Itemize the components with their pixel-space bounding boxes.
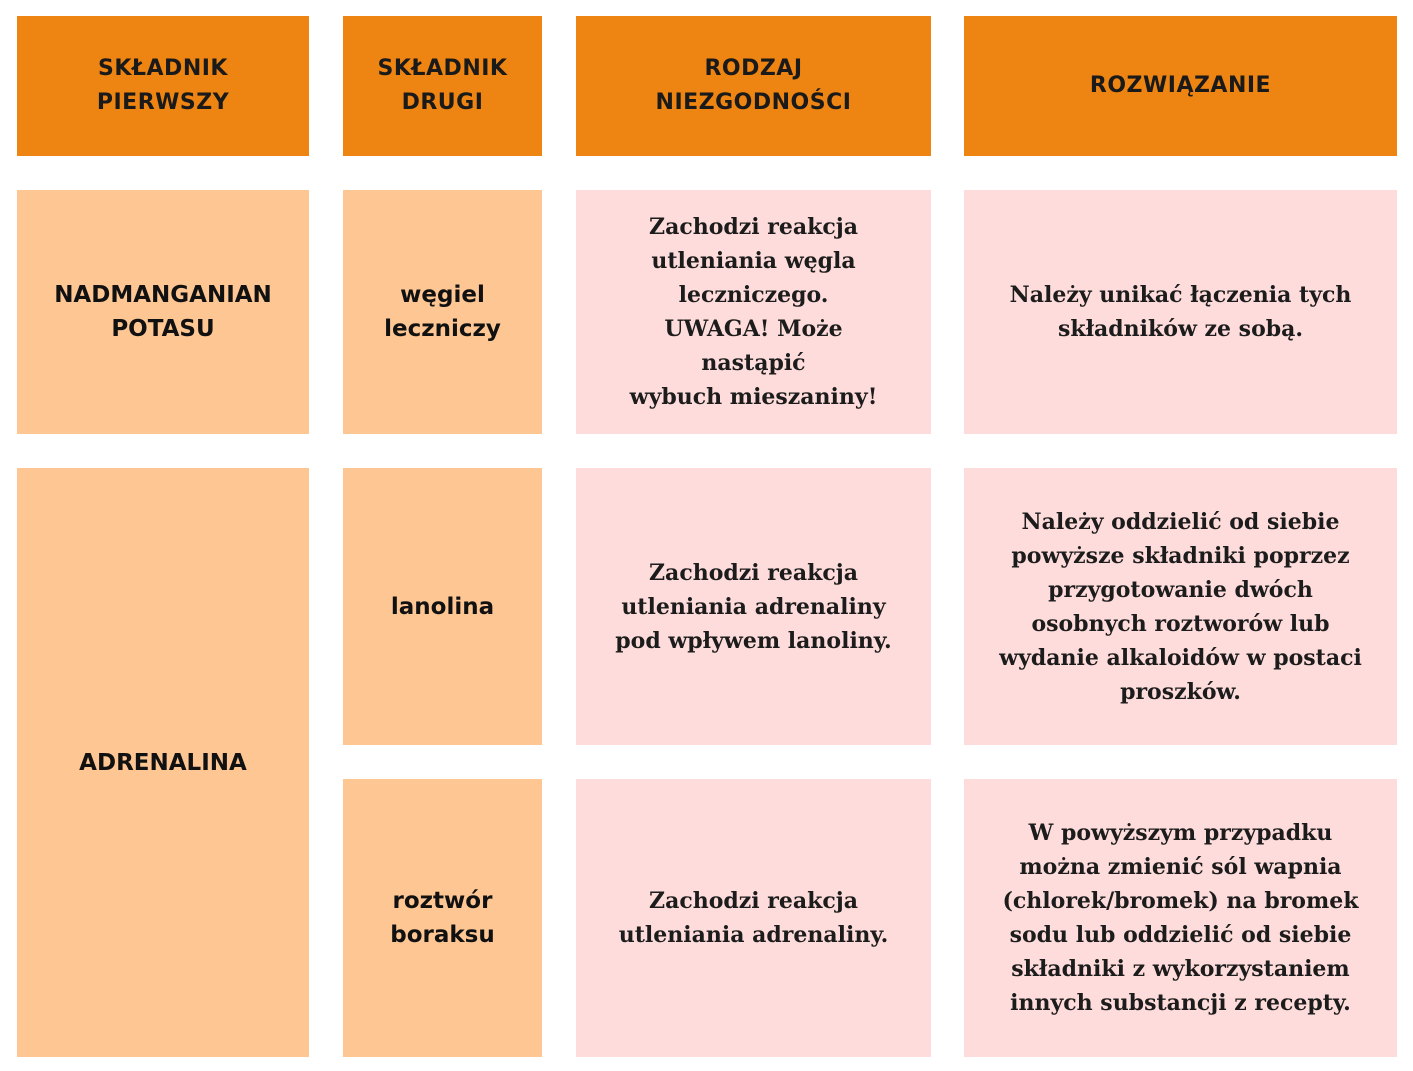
header-second-ingredient xyxy=(343,16,542,156)
row3-solution-text: W powyższym przypadku można zmienić sól wapnia (chlorek/bromek) na bromek sodu lub oddzielić od siebie składniki z wykorzystaniem innych substancji z recepty. xyxy=(1002,820,1359,1016)
row2-solution xyxy=(964,468,1397,745)
header-first-ingredient xyxy=(17,16,309,156)
row1-solution-text: Należy unikać łączenia tych składników ze sobą. xyxy=(1009,282,1352,342)
header-solution xyxy=(964,16,1397,156)
row2-incompatibility-type-text: Zachodzi reakcja utleniania adrenaliny pod wpływem lanoliny. xyxy=(615,559,892,654)
row1-incompatibility-type-text: Zachodzi reakcja utleniania węgla leczniczego. UWAGA! Może nastąpić wybuch mieszaniny! xyxy=(629,214,878,410)
row2-second-ingredient xyxy=(343,468,542,745)
row1-second-ingredient xyxy=(343,190,542,434)
row1-incompatibility-type xyxy=(576,190,931,434)
row3-solution xyxy=(964,779,1397,1057)
row1-second-ingredient-label: węgiel leczniczy xyxy=(384,282,501,342)
row1-first-ingredient-label: NADMANGANIAN POTASU xyxy=(54,282,272,342)
row1-solution xyxy=(964,190,1397,434)
row3-second-ingredient-label: roztwór boraksu xyxy=(390,888,495,948)
row2-first-ingredient-label: ADRENALINA xyxy=(79,749,247,776)
row1-first-ingredient xyxy=(17,190,309,434)
header-solution-label: ROZWIĄZANIE xyxy=(1089,73,1272,98)
header-first-ingredient-label: SKŁADNIK PIERWSZY xyxy=(96,56,230,115)
header-incompatibility-type xyxy=(576,16,931,156)
header-incompatibility-type-label: RODZAJ NIEZGODNOŚCI xyxy=(655,56,852,115)
row2-first-ingredient xyxy=(17,468,309,1057)
row3-second-ingredient xyxy=(343,779,542,1057)
row3-incompatibility-type xyxy=(576,779,931,1057)
row2-incompatibility-type xyxy=(576,468,931,745)
row3-incompatibility-type-text: Zachodzi reakcja utleniania adrenaliny. xyxy=(618,888,889,948)
row2-solution-text: Należy oddzielić od siebie powyższe składniki poprzez przygotowanie dwóch osobnych roztworów lub wydanie alkaloidów w postaci proszków. xyxy=(999,508,1362,705)
header-second-ingredient-label: SKŁADNIK DRUGI xyxy=(377,56,508,115)
row2-second-ingredient-label: lanolina xyxy=(390,593,495,620)
